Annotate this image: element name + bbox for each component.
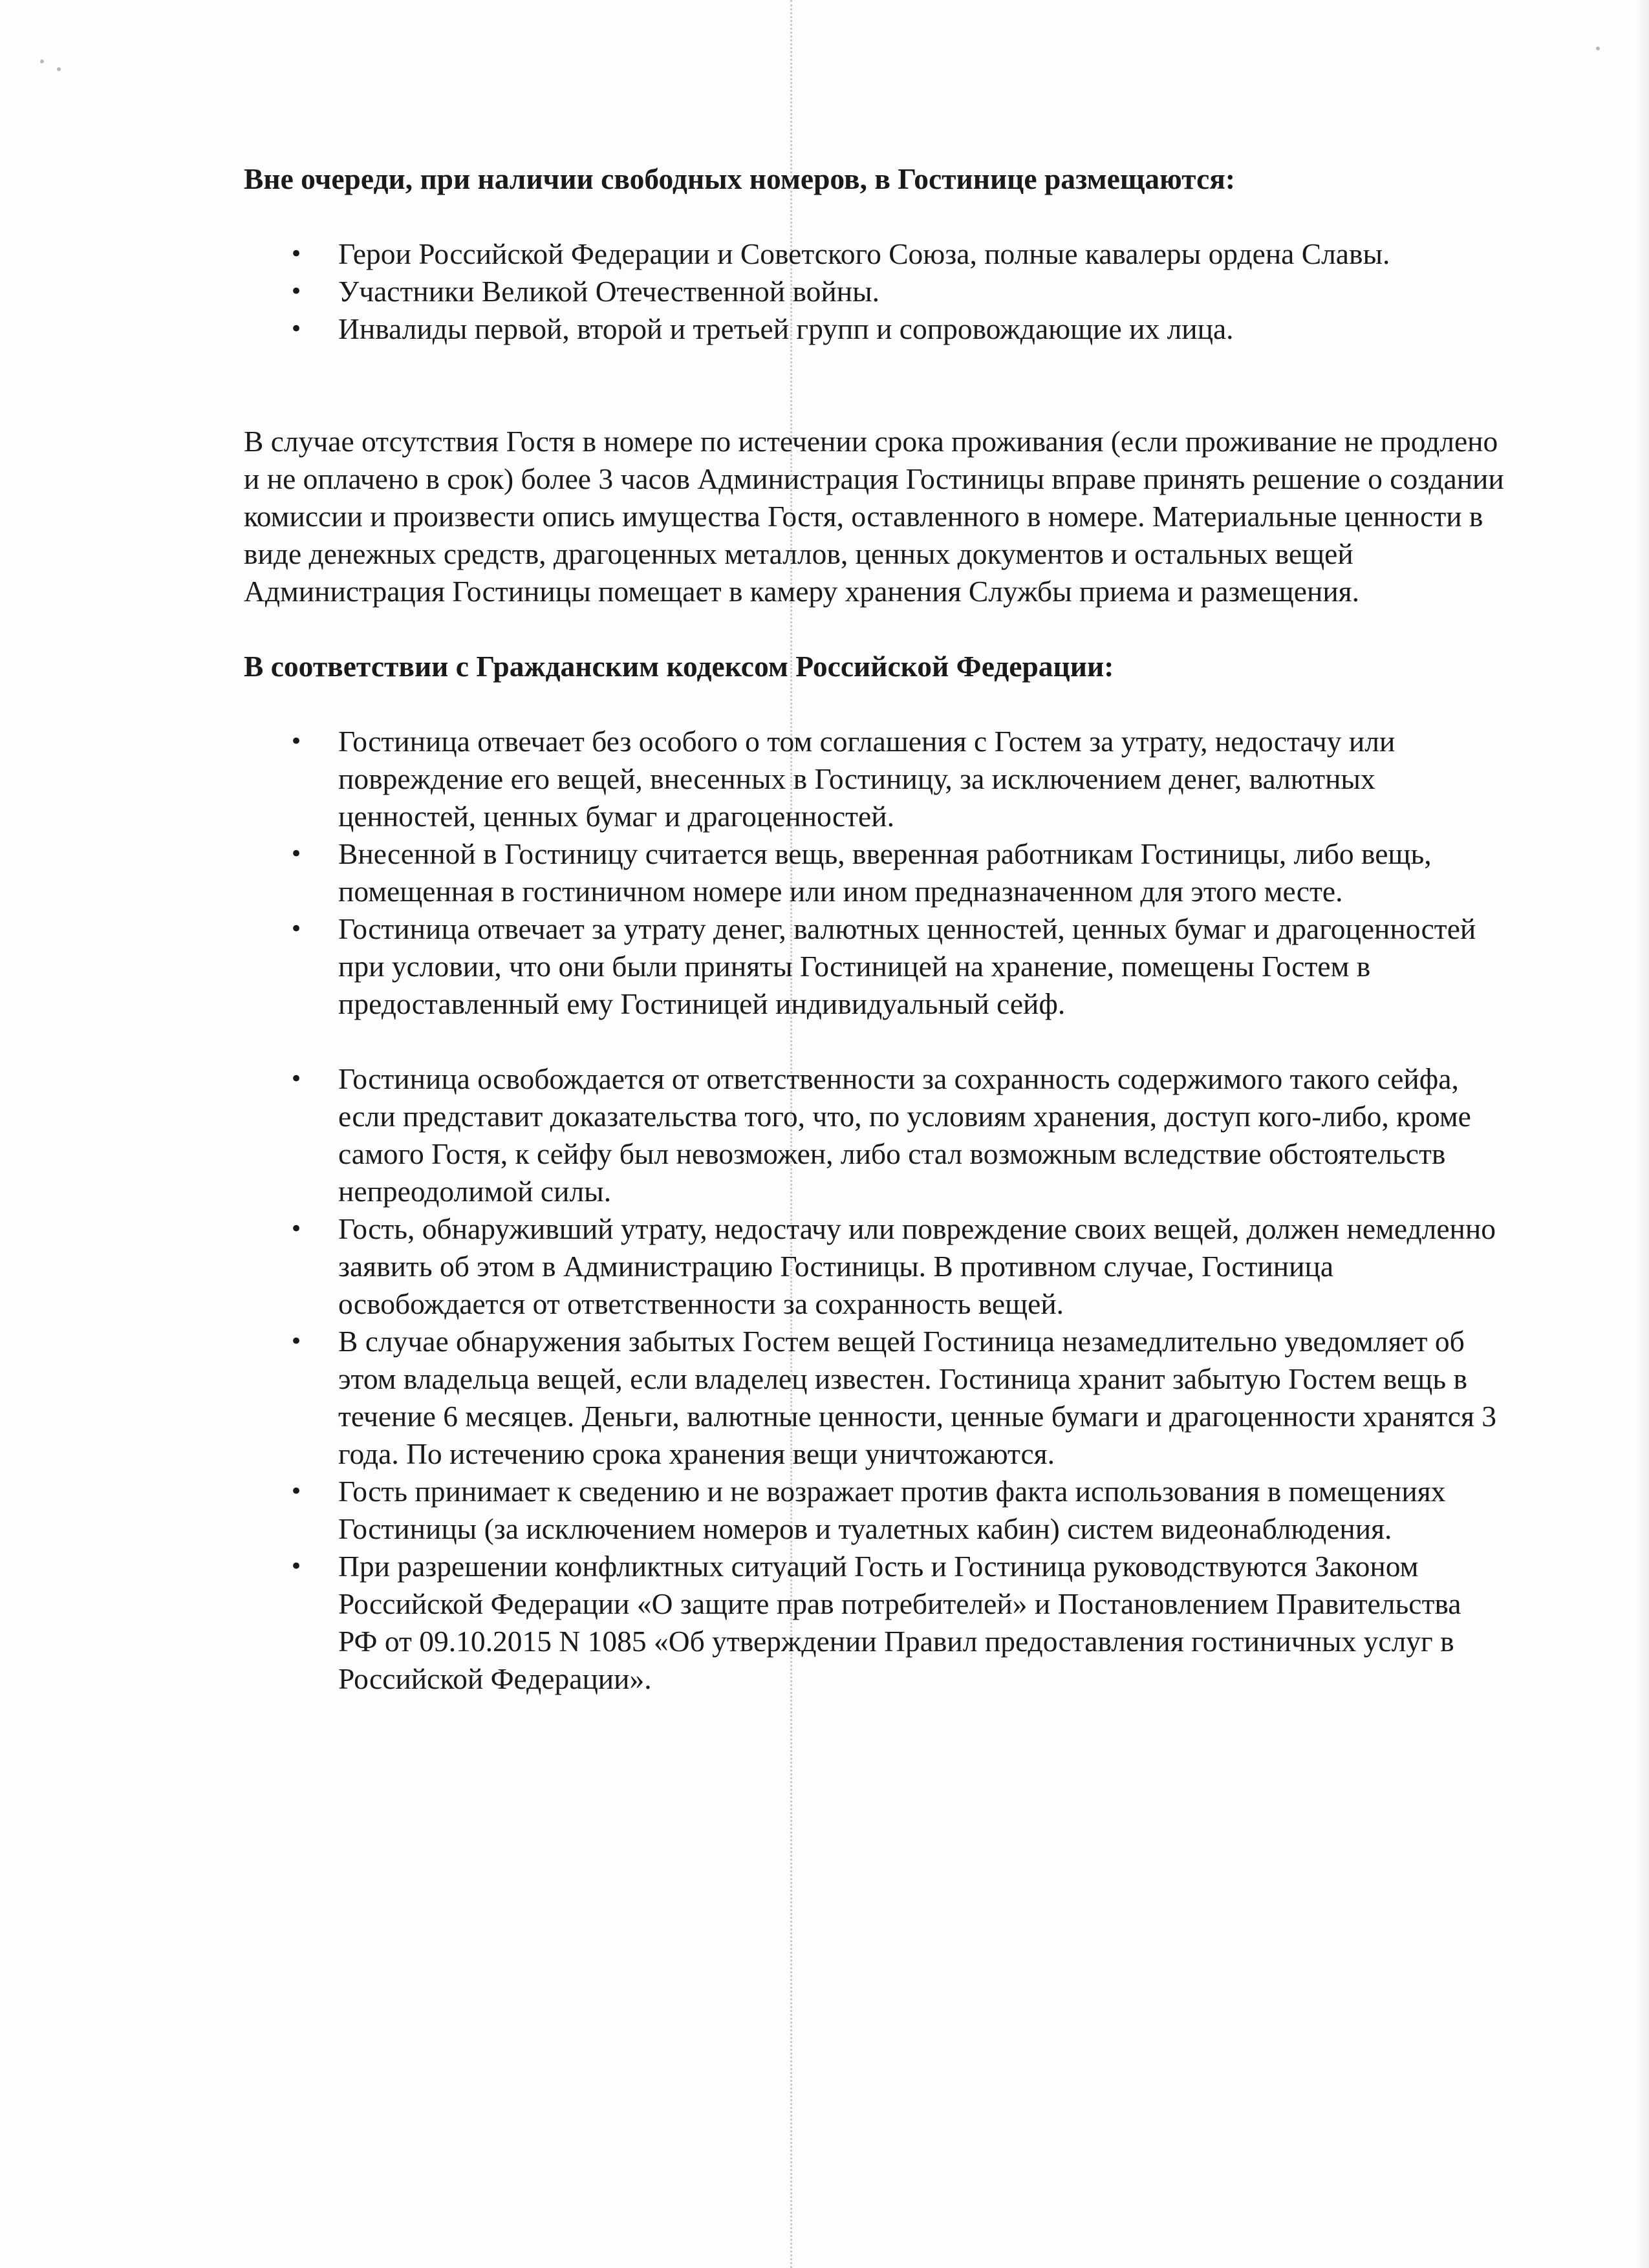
list-item: • Инвалиды первой, второй и третьей групп и сопровождающие их лица. (244, 310, 1505, 348)
scan-speck (40, 59, 44, 63)
list-item: • Гостиница отвечает без особого о том соглашения с Гостем за утрату, недостачу или повреждение его вещей, внесенных в Гостиницу, за исключением денег, валютных ценностей, ценных бумаг и драгоценностей. (244, 723, 1505, 835)
section-heading-civil-code: В соответствии с Гражданским кодексом Российской Федерации: (244, 650, 1114, 683)
civil-code-list-2 (244, 1060, 1505, 1698)
scan-speck (1596, 47, 1600, 50)
scan-speck (57, 67, 61, 71)
list-item: • Внесенной в Гостиницу считается вещь, вверенная работникам Гостиницы, либо вещь, помещенная в гостиничном номере или ином предназначенном для этого месте. (244, 835, 1505, 910)
section-heading-priority-accommodation: Вне очереди, при наличии свободных номеров, в Гостинице размещаются: (244, 162, 1236, 195)
scan-edge-shadow (1635, 0, 1649, 2268)
list-item: • Гость принимает к сведению и не возражает против факта использования в помещениях Гостиницы (за исключением номеров и туалетных кабин) систем видеонаблюдения. (244, 1473, 1505, 1548)
list-item: • В случае обнаружения забытых Гостем вещей Гостиница незамедлительно уведомляет об этом владельца вещей, если владелец известен. Гостиница хранит забытую Гостем вещь в течение 6 месяцев. Деньги, валютные ценности, ценные бумаги и драгоценности хранятся 3 года. По истечению срока хранения вещи уничтожаются. (244, 1323, 1505, 1473)
priority-guests-list (244, 235, 1505, 348)
paragraph-guest-absence: В случае отсутствия Гостя в номере по истечении срока проживания (если проживание не продлено и не оплачено в срок) более 3 часов Администрация Гостиницы вправе принять решение о создании комиссии и произвести опись имущества Гостя, оставленного в номере. Материальные ценности в виде денежных средств, драгоценных металлов, ценных документов и остальных вещей Администрация Гостиницы помещает в камеру хранения Службы приема и размещения. (244, 425, 1504, 608)
list-item: • При разрешении конфликтных ситуаций Гость и Гостиница руководствуются Законом Российской Федерации «О защите прав потребителей» и Постановлением Правительства РФ от 09.10.2015 N 1085 «Об утверждении Правил предоставления гостиничных услуг в Российской Федерации». (244, 1548, 1505, 1698)
list-item: • Гостиница освобождается от ответственности за сохранность содержимого такого сейфа, если представит доказательства того, что, по условиям хранения, доступ кого-либо, кроме самого Гостя, к сейфу был невозможен, либо стал возможным вследствие обстоятельств непреодолимой силы. (244, 1060, 1505, 1210)
list-item: • Герои Российской Федерации и Советского Союза, полные кавалеры ордена Славы. (244, 235, 1505, 273)
document-body (244, 160, 1505, 1698)
civil-code-list-1 (244, 723, 1505, 1023)
list-item: • Гость, обнаруживший утрату, недостачу или повреждение своих вещей, должен немедленно заявить об этом в Администрацию Гостиницы. В противном случае, Гостиница освобождается от ответственности за сохранность вещей. (244, 1210, 1505, 1323)
list-item: • Гостиница отвечает за утрату денег, валютных ценностей, ценных бумаг и драгоценностей при условии, что они были приняты Гостиницей на хранение, помещены Гостем в предоставленный ему Гостиницей индивидуальный сейф. (244, 910, 1505, 1023)
list-item: • Участники Великой Отечественной войны. (244, 273, 1505, 310)
